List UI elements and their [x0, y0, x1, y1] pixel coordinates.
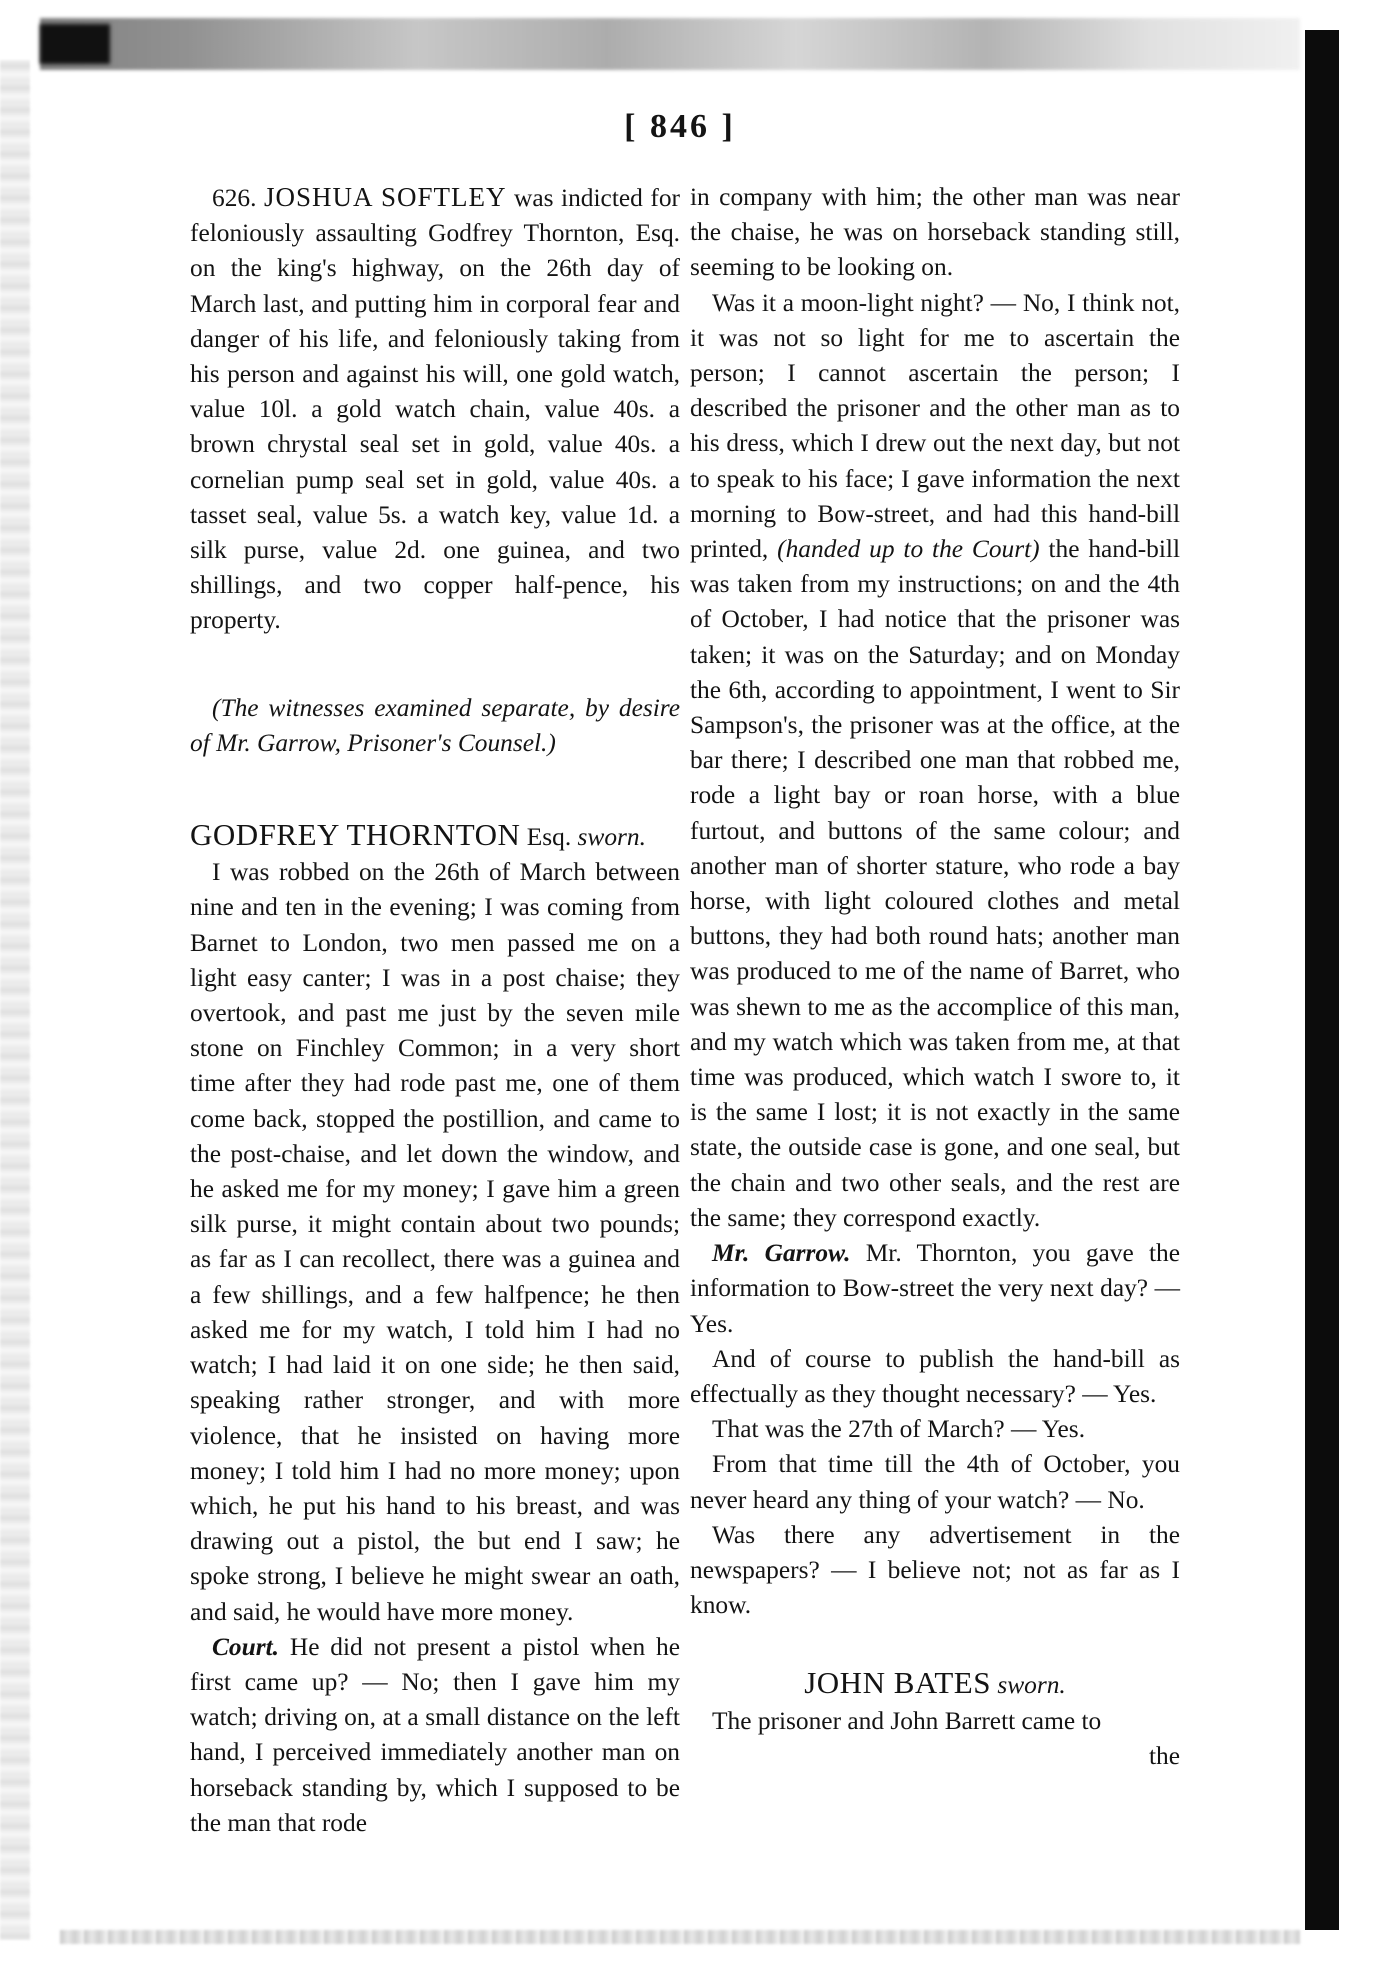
- october-question: From that time till the 4th of October, you never heard any thing of your watch? — No.: [690, 1450, 1180, 1514]
- witness-heading-bates: [690, 1665, 1180, 1703]
- right-column: [690, 180, 1180, 1774]
- court-question-text: He did not present a pistol when he first came up? — No; then I gave him my watch; driving on, at a small distance on the left hand, I perceived immediately another man on horseback standing by, which I supposed to be the man that rode: [190, 1632, 680, 1837]
- indictment-text: was indicted for feloniously assaulting Godfrey Thornton, Esq. on the king's highway, on the 26th day of March last, and putting him in corporal fear and danger of his life, and feloniously taking from his person and against his will, one gold watch, value 10l. a gold watch chain, value 40s. a brown chrystal seal set in gold, value 40s. a cornelian pump seal set in gold, value 40s. a tasset seal, value 5s. a watch key, value 1d. a silk purse, value 2d. one guinea, and two shillings, and two copper half-pence, his property.: [190, 184, 680, 635]
- catchword: the: [1148, 1741, 1180, 1770]
- continuation-paragraph: in company with him; the other man was near the chaise, he was on horseback standing still, seeming to be looking on.: [690, 183, 1180, 282]
- scan-left-edge: [0, 60, 30, 1940]
- court-question-paragraph: [190, 1630, 680, 1841]
- garrow-speaker-label: Mr. Garrow.: [712, 1239, 851, 1268]
- witness-note: (The witnesses examined separate, by desire of Mr. Garrow, Prisoner's Counsel.): [190, 693, 680, 757]
- sworn-label: sworn.: [997, 1671, 1066, 1700]
- moonlight-paragraph: [690, 286, 1180, 1236]
- witness-title: Esq.: [526, 823, 572, 852]
- handbill-question: And of course to publish the hand-bill as effectually as they thought necessary? — Yes.: [690, 1344, 1180, 1408]
- scan-corner-shadow: [40, 24, 110, 64]
- page-number: [ 846 ]: [624, 108, 736, 145]
- garrow-question-paragraph: [690, 1236, 1180, 1342]
- witness-name: JOHN BATES: [804, 1665, 991, 1701]
- sworn-label: sworn.: [577, 823, 646, 852]
- witness-heading-thornton: [190, 817, 680, 855]
- scan-top-edge: [40, 18, 1300, 70]
- scan-bottom-edge: [60, 1930, 1300, 1944]
- case-number: 626.: [212, 184, 257, 212]
- moonlight-text: Was it a moon-light night? — No, I think not, it was not so light for me to ascertain the person; I cannot ascertain the person; I described the prisoner and the other man as to his dress, which I drew out the next day, but not to speak to his face; I gave information the next morning to Bow-street, and had this hand-bill printed,: [690, 288, 1180, 564]
- left-column: [190, 180, 680, 1841]
- indictment-paragraph: [190, 180, 680, 639]
- defendant-name: JOSHUA SOFTLEY: [263, 182, 507, 212]
- witness-name: GODFREY THORNTON: [190, 817, 521, 853]
- garrow-question-text: Mr. Thornton, you gave the information to Bow-street the very next day? — Yes.: [690, 1239, 1180, 1338]
- bates-testimony: The prisoner and John Barrett came to: [712, 1706, 1102, 1735]
- scan-binding-shadow: [1305, 30, 1339, 1930]
- court-speaker-label: Court.: [212, 1632, 280, 1661]
- moonlight-text-continued: the hand-bill was taken from my instructions; on and the 4th of October, I had notice that the prisoner was taken; it was on the Saturday; and on Monday the 6th, according to appointment, I went to Sir Sampson's, the prisoner was at the office, at the bar there; I described one man that robbed me, rode a light bay or roan horse, with a blue furtout, and buttons of the same colour; and another man of shorter stature, who rode a bay horse, with light coloured clothes and metal buttons, they had both round hats; another man was produced to me of the name of Barret, who was shewn to me as the accomplice of this man, and my watch which was taken from me, at that time was produced, which watch I swore to, it is the same I lost; it is not exactly in the same state, the outside case is gone, and one seal, but the chain and two other seals, and the rest are the same; they correspond exactly.: [690, 535, 1181, 1232]
- testimony-paragraph: I was robbed on the 26th of March between nine and ten in the evening; I was coming from Barnet to London, two men passed me on a light easy canter; I was in a post chaise; they overtook, and past me just by the seven mile stone on Finchley Common; in a very short time after they had rode past me, one of them come back, stopped the postillion, and came to the post-chaise, and let down the window, and he asked me for my money; I gave him a green silk purse, it might contain about two pounds; as far as I can recollect, there was a guinea and a few shillings, and a few halfpence; he then asked me for my watch, I told him I had no watch; I had laid it on one side; he then said, speaking rather stronger, and with more violence, that he insisted on having more money; I told him I had no more money; upon which, he put his hand to his breast, and was drawing out a pistol, the but end I saw; he spoke strong, I believe he might swear an oath, and said, he would have more money.: [190, 858, 680, 1626]
- march-question: That was the 27th of March? — Yes.: [712, 1415, 1086, 1444]
- handbill-note: (handed up to the Court): [777, 535, 1040, 564]
- advertisement-question: Was there any advertisement in the newspapers? — I believe not; not as far as I know.: [690, 1520, 1180, 1620]
